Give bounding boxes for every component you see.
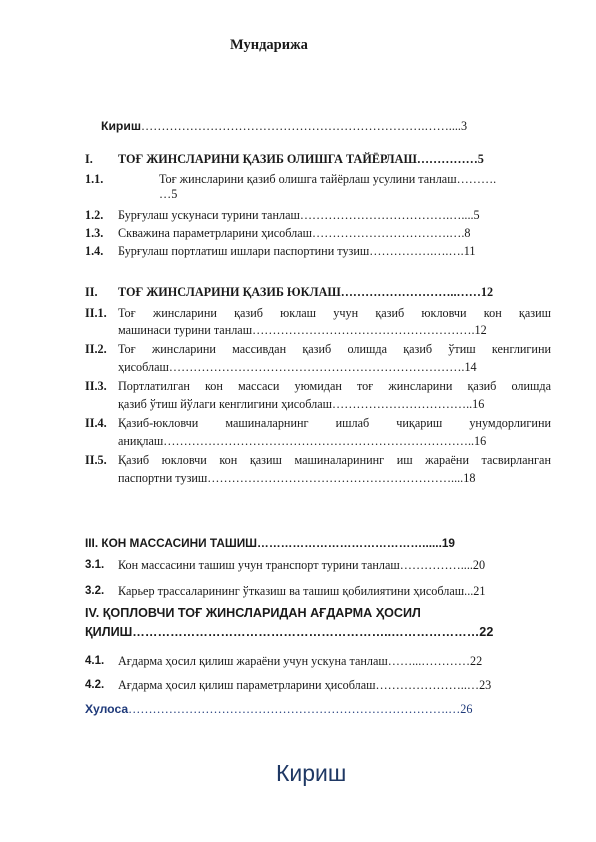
toc-item[interactable]: Карьер трассаларининг ўтказиш ва ташиш қобилиятини ҳисоблаш...21 — [118, 584, 486, 598]
toc-item[interactable]: Ағдарма ҳосил қилиш параметрларини ҳисоблаш…………………..…23 — [118, 678, 492, 692]
toc-item[interactable]: Кон массасини ташиш учун транспорт турини танлаш……………....20 — [118, 558, 486, 572]
toc-item-line2[interactable]: ҳисоблаш……………………………………………………………….14 — [118, 360, 477, 374]
toc-item-line1[interactable]: Тоғ жинсларини массивдан қазиб олишда қазиб ўтиш кенглигини — [118, 342, 551, 356]
toc-intro-dots: …………………………………………………………….……....3 — [141, 119, 468, 133]
toc-conclusion-label: Хулоса — [85, 702, 129, 716]
toc-item-line2[interactable]: …5 — [159, 187, 178, 201]
toc-num: II. — [85, 285, 98, 299]
toc-section-heading[interactable]: III. КОН МАССАСИНИ ТАШИШ……………………………………......19 — [85, 536, 455, 550]
toc-num: II.1. — [85, 306, 107, 320]
toc-item[interactable]: Бурғулаш портлатиш ишлари паспортини тузиш…………….….….11 — [118, 244, 476, 258]
toc-num: 1.1. — [85, 172, 104, 186]
toc-section-heading[interactable]: ТОҒ ЖИНСЛАРИНИ ҚАЗИБ ОЛИШГА ТАЙЁРЛАШ……………5 — [118, 152, 484, 166]
toc-num: I. — [85, 152, 93, 166]
toc-section-heading-line1[interactable]: IV. ҚОПЛОВЧИ ТОҒ ЖИНСЛАРИДАН АҒДАРМА ҲОСИЛ — [85, 606, 421, 620]
toc-section-heading-line2[interactable]: ҚИЛИШ……………………………………………………..…………………22 — [85, 625, 494, 639]
toc-item-line1[interactable]: Қазиб юкловчи кон қазиш машиналарининг иш жараёни тасвирланган — [118, 453, 551, 467]
toc-item-line2[interactable]: паспортни тузиш……………………………………………………....18 — [118, 471, 476, 485]
toc-num: 4.1. — [85, 655, 105, 667]
toc-num: 1.4. — [85, 244, 104, 258]
toc-item-line2[interactable]: қазиб ўтиш йўлаги кенглигини ҳисоблаш……………………………..16 — [118, 397, 485, 411]
toc-conclusion[interactable] — [85, 702, 472, 716]
toc-item-line1[interactable]: Тоғ жинсларини қазиб юклаш учун қазиб юкловчи кон қазиш — [118, 306, 551, 320]
toc-item[interactable]: Скважина параметрларини ҳисоблаш…………………………….….8 — [118, 226, 471, 240]
toc-intro-label: Кириш — [101, 119, 142, 133]
toc-num: II.4. — [85, 416, 107, 430]
toc-item[interactable]: Ағдарма ҳосил қилиш жараёни учун ускуна танлаш……...…………22 — [118, 654, 483, 668]
toc-num: 3.1. — [85, 559, 105, 571]
toc-item-line2[interactable]: аниқлаш…………………………………………………………………..16 — [118, 434, 487, 448]
toc-num: 4.2. — [85, 679, 105, 691]
next-section-heading: Кириш — [276, 760, 347, 786]
toc-num: 1.3. — [85, 226, 104, 240]
toc-section-heading[interactable]: ТОҒ ЖИНСЛАРИНИ ҚАЗИБ ЮКЛАШ………………………..……12 — [118, 285, 494, 299]
page-title: Мундарижа — [230, 37, 308, 53]
toc-num: II.2. — [85, 342, 107, 356]
toc-item-line1[interactable]: Портлатилган кон массаси уюмидан тоғ жинсларини қазиб олишда — [118, 379, 551, 393]
toc-num: 1.2. — [85, 208, 104, 222]
toc-conclusion-dots: …………………………………………………………………….…26 — [128, 702, 473, 716]
toc-item[interactable]: Бурғулаш ускунаси турини танлаш……………………………….…....5 — [118, 208, 480, 222]
toc-num: 3.2. — [85, 585, 105, 597]
toc-item-line1[interactable]: Қазиб-юкловчи машиналарнинг ишлаб чиқариш унумдорлигини — [118, 416, 551, 430]
toc-item-line1[interactable]: Тоғ жинсларини қазиб олишга тайёрлаш усулини танлаш………. — [159, 172, 497, 186]
toc-num: II.5. — [85, 453, 107, 467]
toc-num: II.3. — [85, 379, 107, 393]
toc-item-line2[interactable]: машинаси турини танлаш……………………………………………….12 — [118, 323, 487, 337]
toc-intro[interactable] — [101, 119, 467, 133]
